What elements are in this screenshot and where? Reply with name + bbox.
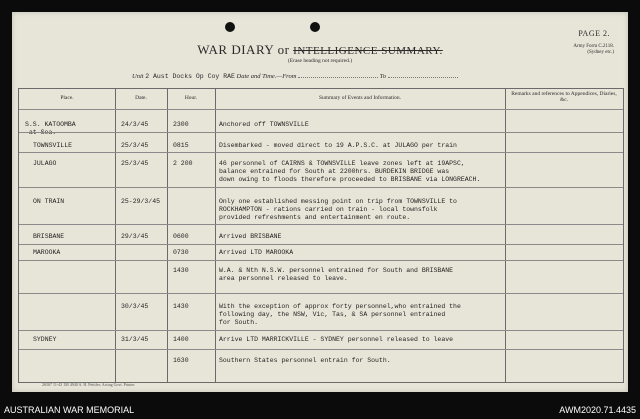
unit-label: Unit bbox=[132, 73, 144, 80]
row-summary: Only one established messing point on trip from TOWNSVILLE to ROCKHAMPTON - rations carried on train - local townsfolk provided refreshments and entertainment en route. bbox=[219, 198, 457, 221]
unit-value: 2 Aust Docks Op Coy RAE bbox=[145, 73, 235, 80]
to-label: To bbox=[379, 73, 386, 80]
row-date: 25-29/3/45 bbox=[121, 198, 161, 205]
row-hour: 2 200 bbox=[173, 160, 193, 167]
punch-hole-right bbox=[310, 22, 320, 32]
war-diary-sheet bbox=[12, 12, 628, 392]
row-date: 25/3/45 bbox=[121, 142, 149, 149]
row-place: TOWNSVILLE bbox=[33, 142, 73, 149]
row-rule bbox=[19, 187, 623, 188]
diary-table bbox=[18, 88, 624, 383]
row-rule bbox=[19, 132, 623, 133]
row-date: 30/3/45 bbox=[121, 303, 149, 310]
row-place: S.S. KATOOMBA at Sea. bbox=[25, 121, 76, 136]
row-rule bbox=[19, 330, 623, 331]
row-summary: Arrive LTD MARRICKVILLE - SYDNEY personnel released to leave bbox=[219, 336, 454, 343]
row-hour: 2300 bbox=[173, 121, 189, 128]
row-hour: 0600 bbox=[173, 233, 189, 240]
row-summary: 46 personnel of CAIRNS & TOWNSVILLE leave zones left at 19APSC, balance entrained for South at 2200hrs. BURDEKIN BRIDGE was down owing to floods therefore proceeded to BRISBANE via LONGREACH. bbox=[219, 160, 481, 183]
row-hour: 0815 bbox=[173, 142, 189, 149]
caption-accession: AWM2020.71.4435 bbox=[559, 405, 636, 415]
row-summary: With the exception of approx forty personnel,who entrained the following day, the NSW, Vic, Tas, & SA personnel entrained for South. bbox=[219, 303, 461, 326]
page-number: PAGE 2. bbox=[578, 29, 610, 38]
row-hour: 1400 bbox=[173, 336, 189, 343]
row-rule bbox=[19, 260, 623, 261]
row-hour: 0730 bbox=[173, 249, 189, 256]
row-place: BRISBANE bbox=[33, 233, 65, 240]
row-summary: Southern States personnel entrain for South. bbox=[219, 357, 391, 364]
row-date: 25/3/45 bbox=[121, 160, 149, 167]
row-rule bbox=[19, 293, 623, 294]
row-rule bbox=[19, 244, 623, 245]
header-date: Date. bbox=[135, 95, 147, 101]
row-rule bbox=[19, 152, 623, 153]
page-title bbox=[12, 42, 628, 58]
header-place: Place. bbox=[60, 95, 74, 101]
row-date: 29/3/45 bbox=[121, 233, 149, 240]
unit-line bbox=[132, 73, 458, 80]
form-reference-line-1: Army Form C.2118. bbox=[573, 44, 614, 49]
row-place: SYDNEY bbox=[33, 336, 57, 343]
row-rule bbox=[19, 224, 623, 225]
row-rule bbox=[19, 349, 623, 350]
row-hour: 1630 bbox=[173, 357, 189, 364]
row-place: MAROOKA bbox=[33, 249, 61, 256]
header-hour: Hour. bbox=[184, 95, 198, 101]
row-summary: Arrived BRISBANE bbox=[219, 233, 282, 240]
caption-institution: AUSTRALIAN WAR MEMORIAL bbox=[4, 405, 135, 415]
row-summary: W.A. & Nth N.S.W. personnel entrained for South and BRISBANE area personnel released to leave. bbox=[219, 267, 454, 282]
date-time-label: Date and Time.—From bbox=[236, 73, 297, 80]
header-remarks: Remarks and references to Appendices, Diaries, &c. bbox=[511, 91, 617, 103]
header-summary: Summary of Events and Information. bbox=[318, 95, 402, 101]
punch-hole-left bbox=[225, 22, 235, 32]
to-blank bbox=[388, 77, 458, 78]
form-reference-line-2: (Sydney etc.) bbox=[587, 50, 614, 55]
row-date: 24/3/45 bbox=[121, 121, 149, 128]
row-date: 31/3/45 bbox=[121, 336, 149, 343]
row-summary: Disembarked - moved direct to 19 A.P.S.C. at JULAGO per train bbox=[219, 142, 457, 149]
title-or: or bbox=[277, 42, 290, 57]
row-summary: Arrived LTD MAROOKA bbox=[219, 249, 294, 256]
row-hour: 1430 bbox=[173, 267, 189, 274]
title-main: WAR DIARY bbox=[197, 42, 274, 57]
subtitle: (Erase heading not required.) bbox=[287, 58, 353, 64]
title-struck: INTELLIGENCE SUMMARY. bbox=[293, 45, 443, 57]
diary-rows bbox=[19, 109, 623, 382]
from-blank bbox=[298, 77, 378, 78]
row-summary: Anchored off TOWNSVILLE bbox=[219, 121, 309, 128]
row-hour: 1430 bbox=[173, 303, 189, 310]
row-place: ON TRAIN bbox=[33, 198, 65, 205]
row-place: JULAGO bbox=[33, 160, 57, 167]
printer-line: 26567 11-43 1M 4940 A. H. Pettifer, Acting Govt. Printer. bbox=[42, 382, 136, 387]
